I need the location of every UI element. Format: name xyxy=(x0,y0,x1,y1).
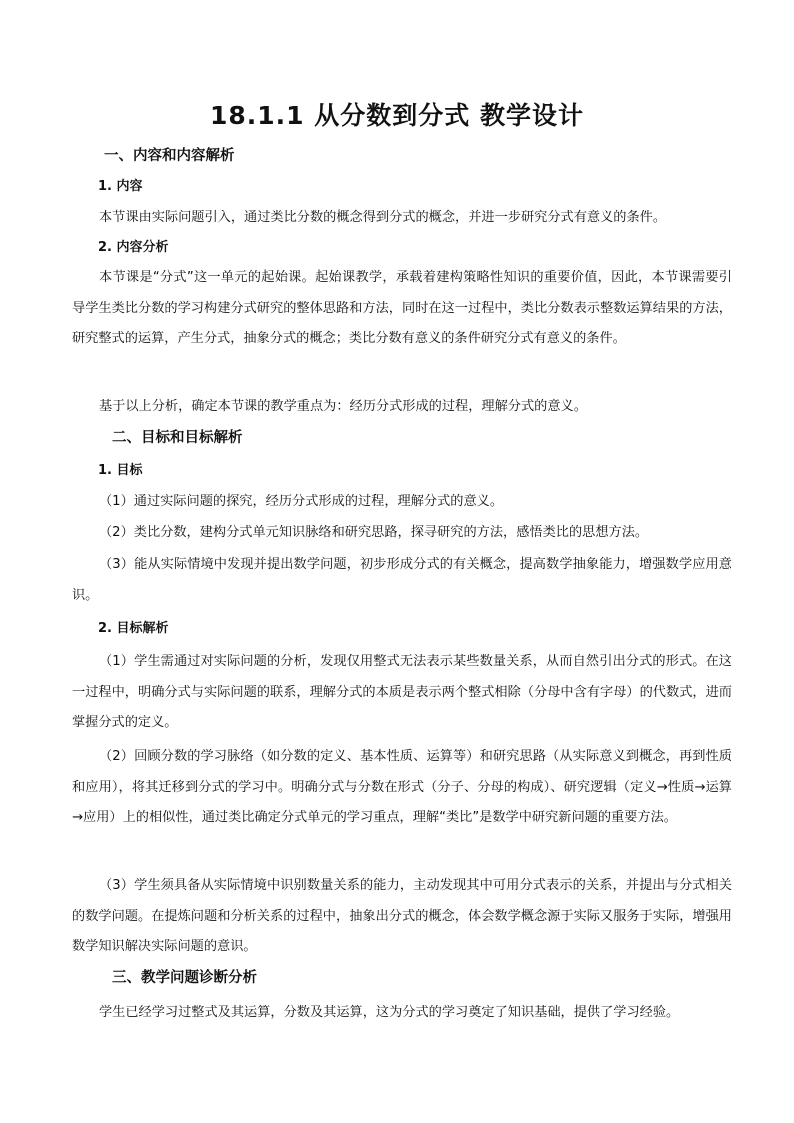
goal-analysis-item-2: （2）回顾分数的学习脉络（如分数的定义、基本性质、运算等）和研究思路（从实际意义到概念，再到性质和应用），将其迁移到分式的学习中。明确分式与分数在形式（分子、分母的构成）、研究逻辑（定义→性质→运算→应用）上的相似性，通过类比确定分式单元的学习重点，理解“类比”是数学中研究新问题的重要方法。 xyxy=(72,749,732,826)
goal-analysis-item-3: （3）学生须具备从实际情境中识别数量关系的能力，主动发现其中可用分式表示的关系，并提出与分式相关的数学问题。在提炼问题和分析关系的过程中，抽象出分式的概念，体会数学概念源于实际又服务于实际，增强用数学知识解决实际问题的意识。 xyxy=(72,878,732,955)
subheading-content-analysis: 2. 内容分析 xyxy=(98,240,169,255)
section-heading-content: 一、内容和内容解析 xyxy=(104,148,235,164)
paragraph-content-analysis: 本节课是“分式”这一单元的起始课。起始课教学，承载着建构策略性知识的重要价值，因此，本节课需要引导学生类比分数的学习构建分式研究的整体思路和方法，同时在这一过程中，类比分数表示整数运算结果的方法，研究整式的运算，产生分式，抽象分式的概念；类比分数有意义的条件研究分式有意义的条件。 xyxy=(72,270,732,347)
document-title: 18.1.1 从分数到分式 教学设计 xyxy=(210,101,584,130)
subheading-goals: 1. 目标 xyxy=(98,463,143,478)
goal-item-3: （3）能从实际情境中发现并提出数学问题，初步形成分式的有关概念，提高数学抽象能力，增强数学应用意识。 xyxy=(72,557,732,603)
goal-analysis-item-1: （1）学生需通过对实际问题的分析，发现仅用整式无法表示某些数量关系，从而自然引出分式的形式。在这一过程中，明确分式与实际问题的联系，理解分式的本质是表示两个整式相除（分母中含有字母）的代数式，进而掌握分式的定义。 xyxy=(72,654,732,731)
subheading-goal-analysis: 2. 目标解析 xyxy=(98,621,169,636)
paragraph-diagnosis: 学生已经学习过整式及其运算，分数及其运算，这为分式的学习奠定了知识基础，提供了学习经验。 xyxy=(99,1005,680,1020)
section-heading-goals: 二、目标和目标解析 xyxy=(112,430,243,446)
subheading-content: 1. 内容 xyxy=(98,179,143,194)
paragraph-content: 本节课由实际问题引入，通过类比分数的概念得到分式的概念，并进一步研究分式有意义的条件。 xyxy=(99,210,667,225)
section-heading-diagnosis: 三、教学问题诊断分析 xyxy=(112,970,257,986)
goal-item-2: （2）类比分数，建构分式单元知识脉络和研究思路，探寻研究的方法，感悟类比的思想方法。 xyxy=(99,525,649,540)
paragraph-teaching-focus: 基于以上分析，确定本节课的教学重点为：经历分式形成的过程，理解分式的意义。 xyxy=(99,399,587,414)
goal-item-1: （1）通过实际问题的探究，经历分式形成的过程，理解分式的意义。 xyxy=(99,494,504,509)
